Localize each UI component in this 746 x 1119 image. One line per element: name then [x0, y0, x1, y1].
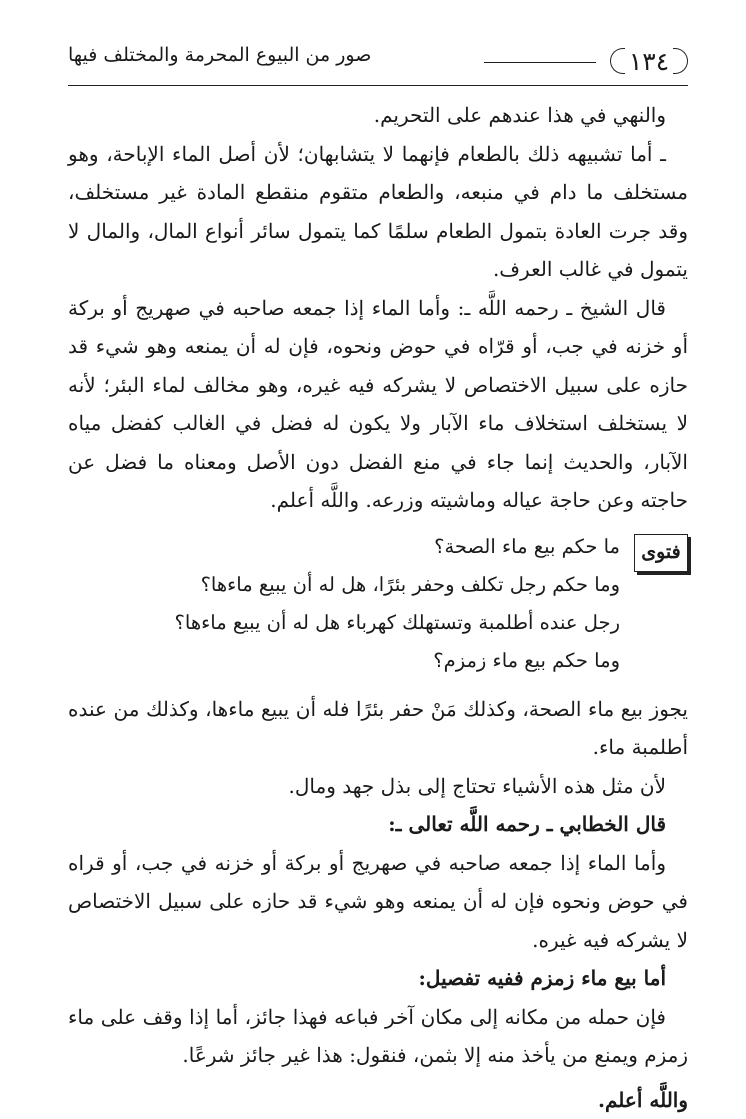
quote-paragraph: وأما الماء إذا جمعه صاحبه في صهريج أو بركة أو خزنه في جب، أو قراه في حوض ونحوه فإن له أن يمنعه وهو شيء قد حازه على سبيل الاختصاص لا يشركه فيه غيره.	[68, 844, 688, 960]
page-header	[68, 38, 688, 90]
fatwa-question-4: وما حكم بيع ماء زمزم؟	[68, 642, 688, 680]
zamzam-heading: أما بيع ماء زمزم ففيه تفصيل:	[68, 959, 688, 998]
page-number	[610, 44, 688, 78]
fatwa-badge: فتوى	[634, 534, 688, 572]
paragraph-3: قال الشيخ ـ رحمه اللَّه ـ: وأما الماء إذا جمعه صاحبه في صهريج أو بركة أو خزنه في جب، أو قرّاه في حوض ونحوه، فإن له أن يمنعه وهو شيء قد حازه على سبيل الاختصاص لا يشركه فيه غيره، وهو مخالف لماء البئر؛ لأنه لا يستخلف استخلاف ماء الآبار ولا يكون له فضل في الغالب كفضل مياه الآبار، والحديث إنما جاء في منع الفضل دون الأصل ومعناه ما فضل عن حاجته وعن حاجة عياله وماشيته وزرعه. واللَّه أعلم.	[68, 289, 688, 520]
answer-paragraph-2: لأن مثل هذه الأشياء تحتاج إلى بذل جهد ومال.	[68, 767, 688, 806]
fatwa-question-1: ما حكم بيع ماء الصحة؟	[68, 528, 688, 566]
page-number-bracket-right	[673, 48, 688, 74]
paragraph-1: والنهي في هذا عندهم على التحريم.	[68, 96, 688, 135]
closing-line: واللَّه أعلم.	[68, 1081, 688, 1119]
fatwa-question-3: رجل عنده أطلمبة وتستهلك كهرباء هل له أن يبيع ماءها؟	[68, 604, 688, 642]
paragraph-2: ـ أما تشبيهه ذلك بالطعام فإنهما لا يتشابهان؛ لأن أصل الماء الإباحة، وهو مستخلف ما دام في منبعه، والطعام متقوم منقطع المادة غير مستخلف، وقد جرت العادة بتمول الطعام سلمًا كما يتمول سائر أنواع المال، والمال لا يتمول في غالب العرف.	[68, 135, 688, 289]
header-rule	[68, 85, 688, 86]
page-number-bracket-left	[610, 48, 625, 74]
running-title: صور من البيوع المحرمة والمختلف فيها	[68, 44, 398, 66]
page-content	[68, 96, 688, 1119]
header-rule-short	[484, 62, 596, 63]
fatwa-block	[68, 528, 688, 680]
fatwa-question-2: وما حكم رجل تكلف وحفر بئرًا، هل له أن يبيع ماءها؟	[68, 566, 688, 604]
zamzam-paragraph: فإن حمله من مكانه إلى مكان آخر فباعه فهذا جائز، أما إذا وقف على ماء زمزم ويمنع من يأخذ منه إلا بثمن، فنقول: هذا غير جائز شرعًا.	[68, 998, 688, 1075]
quote-heading: قال الخطابي ـ رحمه اللَّه تعالى ـ:	[68, 805, 688, 844]
page-number-text: ١٣٤	[629, 47, 669, 76]
answer-paragraph-1: يجوز بيع ماء الصحة، وكذلك مَنْ حفر بئرًا فله أن يبيع ماءها، وكذلك من عنده أطلمبة ماء.	[68, 690, 688, 767]
